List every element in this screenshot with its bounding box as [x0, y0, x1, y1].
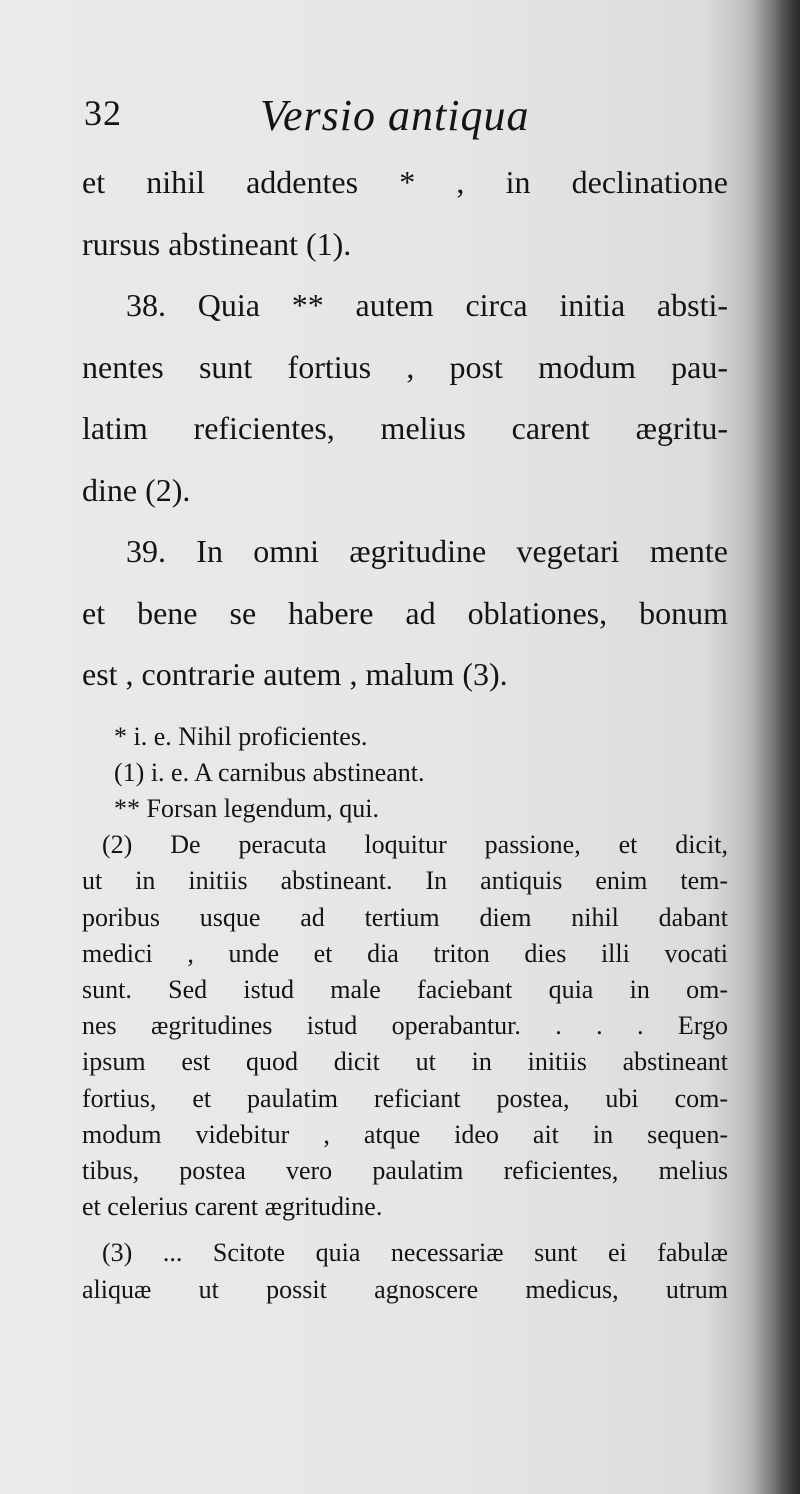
text-line: dine (2). [82, 471, 191, 508]
page-gutter-shadow [740, 0, 800, 1494]
text-line: 39. In omni ægritudine vegetari mente [126, 533, 728, 569]
text-line: est , contrarie autem , malum (3). [82, 656, 508, 692]
text-line: 38. Quia ** autem circa initia absti- [126, 287, 728, 323]
footnote-line: modum videbitur , atque ideo ait in sequen- [82, 1119, 728, 1149]
footnote-line: (2) De peracuta loquitur passione, et dicit, [102, 830, 728, 860]
text-line: rursus abstineant (1). [82, 225, 352, 262]
main-text [82, 152, 732, 706]
footnote-gap [82, 1225, 732, 1235]
text-line: et bene se habere ad oblationes, bonum [82, 594, 728, 631]
text-line: latim reficientes, melius carent ægritu- [82, 410, 728, 446]
footnote-line: poribus usque ad tertium diem nihil dabant [82, 902, 728, 932]
footnote-line: et celerius carent ægritudine. [82, 1192, 383, 1222]
page-content [82, 92, 732, 1308]
footnote-line: ipsum est quod dicit ut in initiis abstineant [82, 1047, 728, 1077]
footnote-line: medici , unde et dia triton dies illi vocati [82, 938, 728, 968]
footnote-line: * i. e. Nihil proficientes. [114, 721, 368, 751]
text-line: nentes sunt fortius , post modum pau- [82, 348, 728, 385]
footnote-line: (3) ... Scitote quia necessariæ sunt ei fabulæ [102, 1238, 728, 1268]
footnote-line: (1) i. e. A carnibus abstineant. [114, 757, 425, 787]
footnote-line: nes ægritudines istud operabantur. . . . Ergo [82, 1011, 728, 1041]
text-line: et nihil addentes * , in declinatione [82, 164, 728, 200]
footnote-line: tibus, postea vero paulatim reficientes, melius [82, 1155, 728, 1185]
running-title: Versio antiqua [260, 91, 530, 140]
page-number: 32 [84, 93, 122, 133]
footnotes [82, 719, 732, 1308]
footnote-line: ** Forsan legendum, qui. [114, 793, 380, 823]
footnote-line: sunt. Sed istud male faciebant quia in om- [82, 974, 728, 1004]
footnote-line: ut in initiis abstineant. In antiquis enim tem- [82, 866, 728, 896]
footnote-line: fortius, et paulatim reficiant postea, ubi com- [82, 1083, 728, 1113]
running-head [82, 92, 732, 150]
footnote-line: aliquæ ut possit agnoscere medicus, utrum [82, 1274, 728, 1304]
